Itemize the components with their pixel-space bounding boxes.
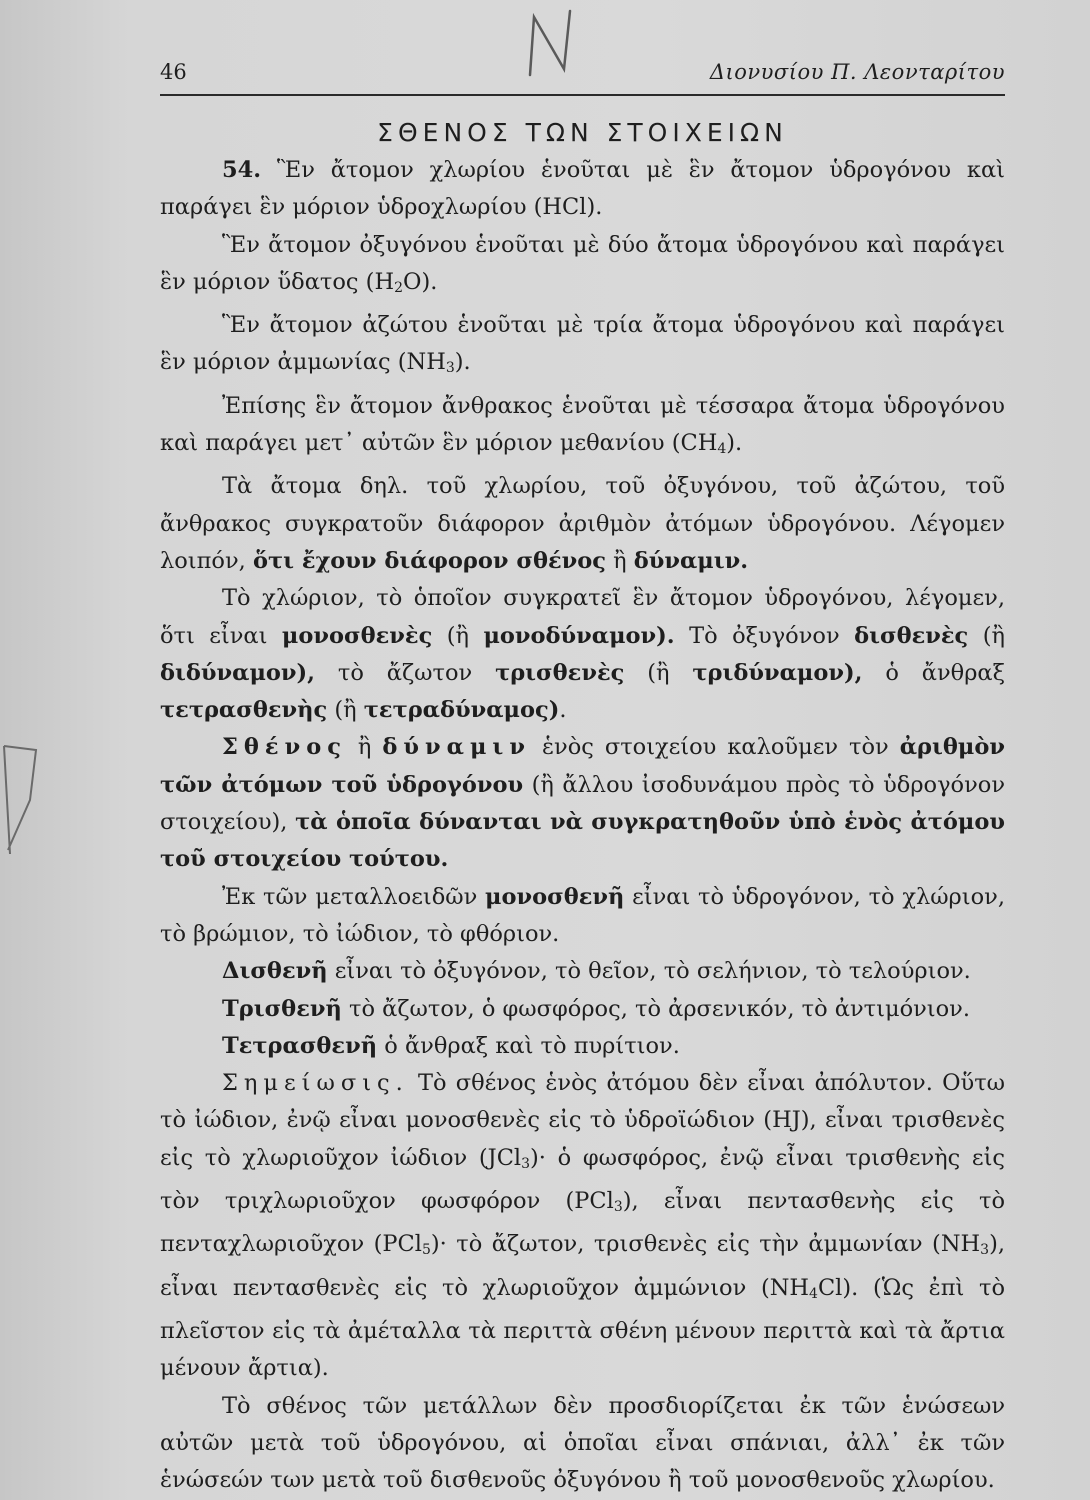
paragraph: 54. Ἓν ἄτομον χλωρίου ἑνοῦται μὲ ἓν ἄτομον ὑδρογόνου καὶ παράγει ἓν μόριον ὑδροχλωρίου (HCl). xyxy=(160,157,1005,221)
paragraph-number: 54. xyxy=(222,157,262,183)
paragraph: Τὸ σθένος τῶν μετάλλων δὲν προσδιορίζεται ἐκ τῶν ἑνώσεων αὐτῶν μετὰ τοῦ ὑδρογόνου, αἱ ὁποῖαι εἶναι σπάνιαι, ἀλλ᾽ ἐκ τῶν ἑνώσεών των μετὰ τοῦ δισθενοῦς ὀξυγόνου ἢ τοῦ μονοσθενοῦς χλωρίου. xyxy=(160,1392,1005,1494)
paragraph: Τὸ χλώριον, τὸ ὁποῖον συγκρατεῖ ἓν ἄτομον ὑδρογόνου, λέγομεν, ὅτι εἶναι μονοσθενὲς (ἢ μονοδύναμον). Τὸ ὀξυγόνον δισθενὲς (ἢ διδύναμον), τὸ ἄζωτον τρισθενὲς (ἢ τριδύναμον), ὁ ἄνθραξ τετρασθενὴς (ἢ τετραδύναμος). xyxy=(160,585,1006,724)
running-head: Διονυσίου Π. Λεονταρίτου xyxy=(709,60,1005,84)
paragraph: Ἐκ τῶν μεταλλοειδῶν μονοσθενῆ εἶναι τὸ ὑδρογόνον, τὸ χλώριον, τὸ βρώμιον, τὸ ἰώδιον, τὸ φθόριον. xyxy=(160,883,1005,947)
paragraph: Τρισθενῆ τὸ ἄζωτον, ὁ φωσφόρος, τὸ ἀρσενικόν, τὸ ἀντιμόνιον. xyxy=(222,995,970,1022)
paragraph: Ἐπίσης ἓν ἄτομον ἄνθρακος ἑνοῦται μὲ τέσσαρα ἄτομα ὑδρογόνου καὶ παράγει μετ᾽ αὐτῶν ἓν μόριον μεθανίου $(CH_4)$. xyxy=(160,392,1005,458)
paragraph: Τετρασθενῆ ὁ ἄνθραξ καὶ τὸ πυρίτιον. xyxy=(222,1032,680,1059)
page-header xyxy=(160,58,1005,96)
paragraph: Ἓν ἄτομον ὀξυγόνου ἑνοῦται μὲ δύο ἄτομα ὑδρογόνου καὶ παράγει ἓν μόριον ὕδατος $(H_2O)$. xyxy=(160,231,1005,296)
paragraph: Τὰ ἄτομα δηλ. τοῦ χλωρίου, τοῦ ὀξυγόνου, τοῦ ἀζώτου, τοῦ ἄνθρακος συγκρατοῦν διάφορον ἀριθμὸν ἀτόμων ὑδρογόνου. Λέγομεν λοιπόν, ὅτι ἔχουν διάφορον σθένος ἢ δύναμιν. xyxy=(160,473,1005,574)
paragraph: Δισθενῆ εἶναι τὸ ὀξυγόνον, τὸ θεῖον, τὸ σελήνιον, τὸ τελούριον. xyxy=(222,958,971,985)
page-number: 46 xyxy=(160,60,187,84)
note-paragraph: Σημείωσις. Τὸ σθένος ἑνὸς ἀτόμου δὲν εἶναι ἀπόλυτον. Οὕτω τὸ ἰώδιον, ἐνῷ εἶναι μονοσθενὲς εἰς τὸ ὑδροϊώδιον (HJ), εἶναι τρισθενὲς εἰς τὸ χλωριοῦχον ἰώδιον (JCl$_3$)· ὁ φωσφόρος, ἐνῷ εἶναι τρισθενὴς εἰς τὸν τριχλωριοῦχον φωσφόρον (PCl$_3$), εἶναι πεντασθενὴς εἰς τὸ πενταχλωριοῦχον (PCl$_5$)· τὸ ἄζωτον, τρισθενὲς εἰς τὴν ἀμμωνίαν $(NH_3)$, εἶναι πεντασθενὲς εἰς τὸ χλωριοῦχον ἀμμώνιον $(NH_4Cl)$. (Ὡς ἐπὶ τὸ πλεῖστον εἰς τὰ ἀμέταλλα τὰ περιττὰ σθένη μένουν περιττὰ καὶ τὰ ἄρτια μένουν ἄρτια). xyxy=(160,1070,1005,1382)
margin-scribble-icon xyxy=(0,740,40,860)
body-text xyxy=(160,152,1005,1499)
paragraph: Ἓν ἄτομον ἀζώτου ἑνοῦται μὲ τρία ἄτομα ὑδρογόνου καὶ παράγει ἓν μόριον ἀμμωνίας $(NH_3)$. xyxy=(160,312,1005,377)
definition-paragraph: Σθένος ἢ δύναμιν ἑνὸς στοιχείου καλοῦμεν τὸν ἀριθμὸν τῶν ἀτόμων τοῦ ὑδρογόνου (ἢ ἄλλου ἰσοδυνάμου πρὸς τὸ ὑδρογόνον στοιχείου), τὰ ὁποῖα δύνανται νὰ συγκρατηθοῦν ὑπὸ ἑνὸς ἀτόμου τοῦ στοιχείου τούτου. xyxy=(160,734,1005,873)
section-title: ΣΘΕΝΟΣ ΤΩΝ ΣΤΟΙΧΕΙΩΝ xyxy=(377,118,788,147)
